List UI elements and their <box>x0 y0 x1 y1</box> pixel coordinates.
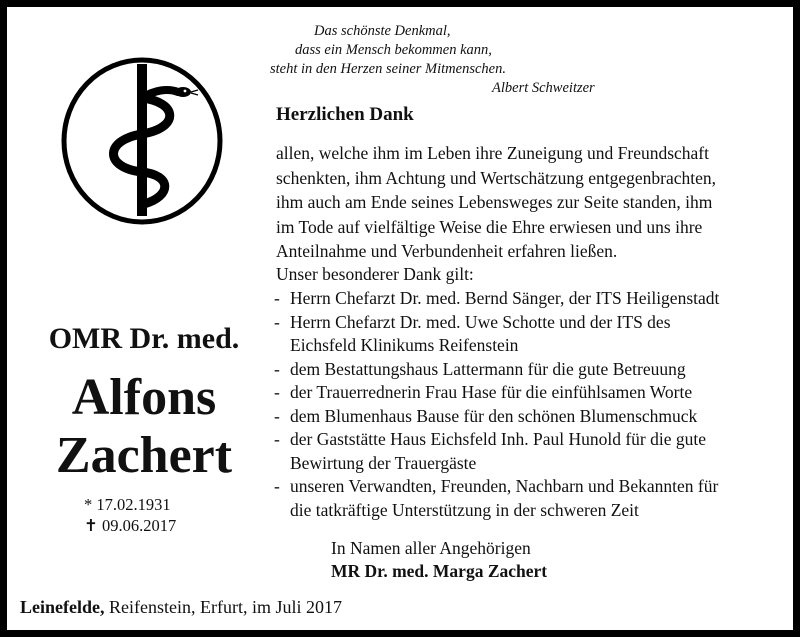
thanks-paragraph <box>276 141 781 264</box>
signature-name: MR Dr. med. Marga Zachert <box>331 561 548 581</box>
deceased-last-name: Zachert <box>55 427 233 484</box>
quote-line-2: dass ein Mensch bekommen kann, <box>295 42 492 58</box>
rod-of-asclepius-icon <box>60 56 224 226</box>
place-and-date <box>20 597 342 618</box>
dash: - <box>274 429 280 449</box>
paragraph-line: allen, welche ihm im Leben ihre Zuneigung und Freundschaft <box>276 143 709 163</box>
dash: - <box>274 288 280 308</box>
paragraph-line: schenkten, ihm Achtung und Wertschätzung entgegenbrachten, <box>276 167 717 188</box>
quote-line-3: steht in den Herzen seiner Mitmenschen. <box>270 61 506 77</box>
list-item-text: Herrn Chefarzt Dr. med. Bernd Sänger, der ITS Heiligenstadt <box>290 288 720 308</box>
dash: - <box>274 311 280 332</box>
list-item-continuation: Bewirtung der Trauergäste <box>290 452 477 473</box>
death-date-line <box>84 516 176 536</box>
dash: - <box>274 358 280 379</box>
list-item-text: unseren Verwandten, Freunden, Nachbarn und Bekannten für <box>290 476 719 496</box>
list-item-continuation: Eichsfeld Klinikums Reifenstein <box>290 335 519 355</box>
special-thanks-list <box>274 287 784 522</box>
list-item-text: Herrn Chefarzt Dr. med. Uwe Schotte und der ITS des <box>290 311 671 332</box>
list-item <box>274 475 784 522</box>
paragraph-line: Anteilnahme und Verbundenheit erfahren ließen. <box>276 241 618 261</box>
list-item-text: der Gaststätte Haus Eichsfeld Inh. Paul Hunold für die gute <box>290 429 707 449</box>
list-item <box>274 428 784 475</box>
deceased-title: OMR Dr. med. <box>48 322 240 355</box>
list-item <box>274 287 784 311</box>
quote-author: Albert Schweitzer <box>492 80 595 96</box>
dash: - <box>274 405 280 426</box>
place-town: Leinefelde, <box>20 597 105 617</box>
place-rest: Reifenstein, Erfurt, im Juli 2017 <box>104 597 342 617</box>
list-item-text: dem Blumenhaus Bause für den schönen Blumenschmuck <box>290 405 698 426</box>
list-item-continuation: die tatkräftige Unterstützung in der schweren Zeit <box>290 499 639 520</box>
paragraph-line: ihm auch am Ende seines Lebensweges zur Seite standen, ihm <box>276 192 713 212</box>
birth-date: * 17.02.1931 <box>84 495 171 514</box>
special-thanks-intro: Unser besonderer Dank gilt: <box>276 264 474 284</box>
thanks-heading: Herzlichen Dank <box>276 104 414 125</box>
paragraph-line: im Tode auf vielfältige Weise die Ehre erwiesen und uns ihre <box>276 216 703 237</box>
signature-intro: In Namen aller Angehörigen <box>331 538 531 558</box>
list-item <box>274 405 784 429</box>
dash: - <box>274 476 280 496</box>
list-item <box>274 358 784 382</box>
deceased-first-name: Alfons <box>71 369 217 426</box>
list-item <box>274 381 784 405</box>
cross-icon: ✝ <box>84 516 98 535</box>
death-date: 09.06.2017 <box>101 516 177 535</box>
dash: - <box>274 382 280 402</box>
quote-line-1: Das schönste Denkmal, <box>314 23 451 39</box>
list-item-text: dem Bestattungshaus Lattermann für die gute Betreuung <box>290 358 686 379</box>
list-item-text: der Trauerrednerin Frau Hase für die einfühlsamen Worte <box>290 382 693 402</box>
list-item <box>274 311 784 358</box>
